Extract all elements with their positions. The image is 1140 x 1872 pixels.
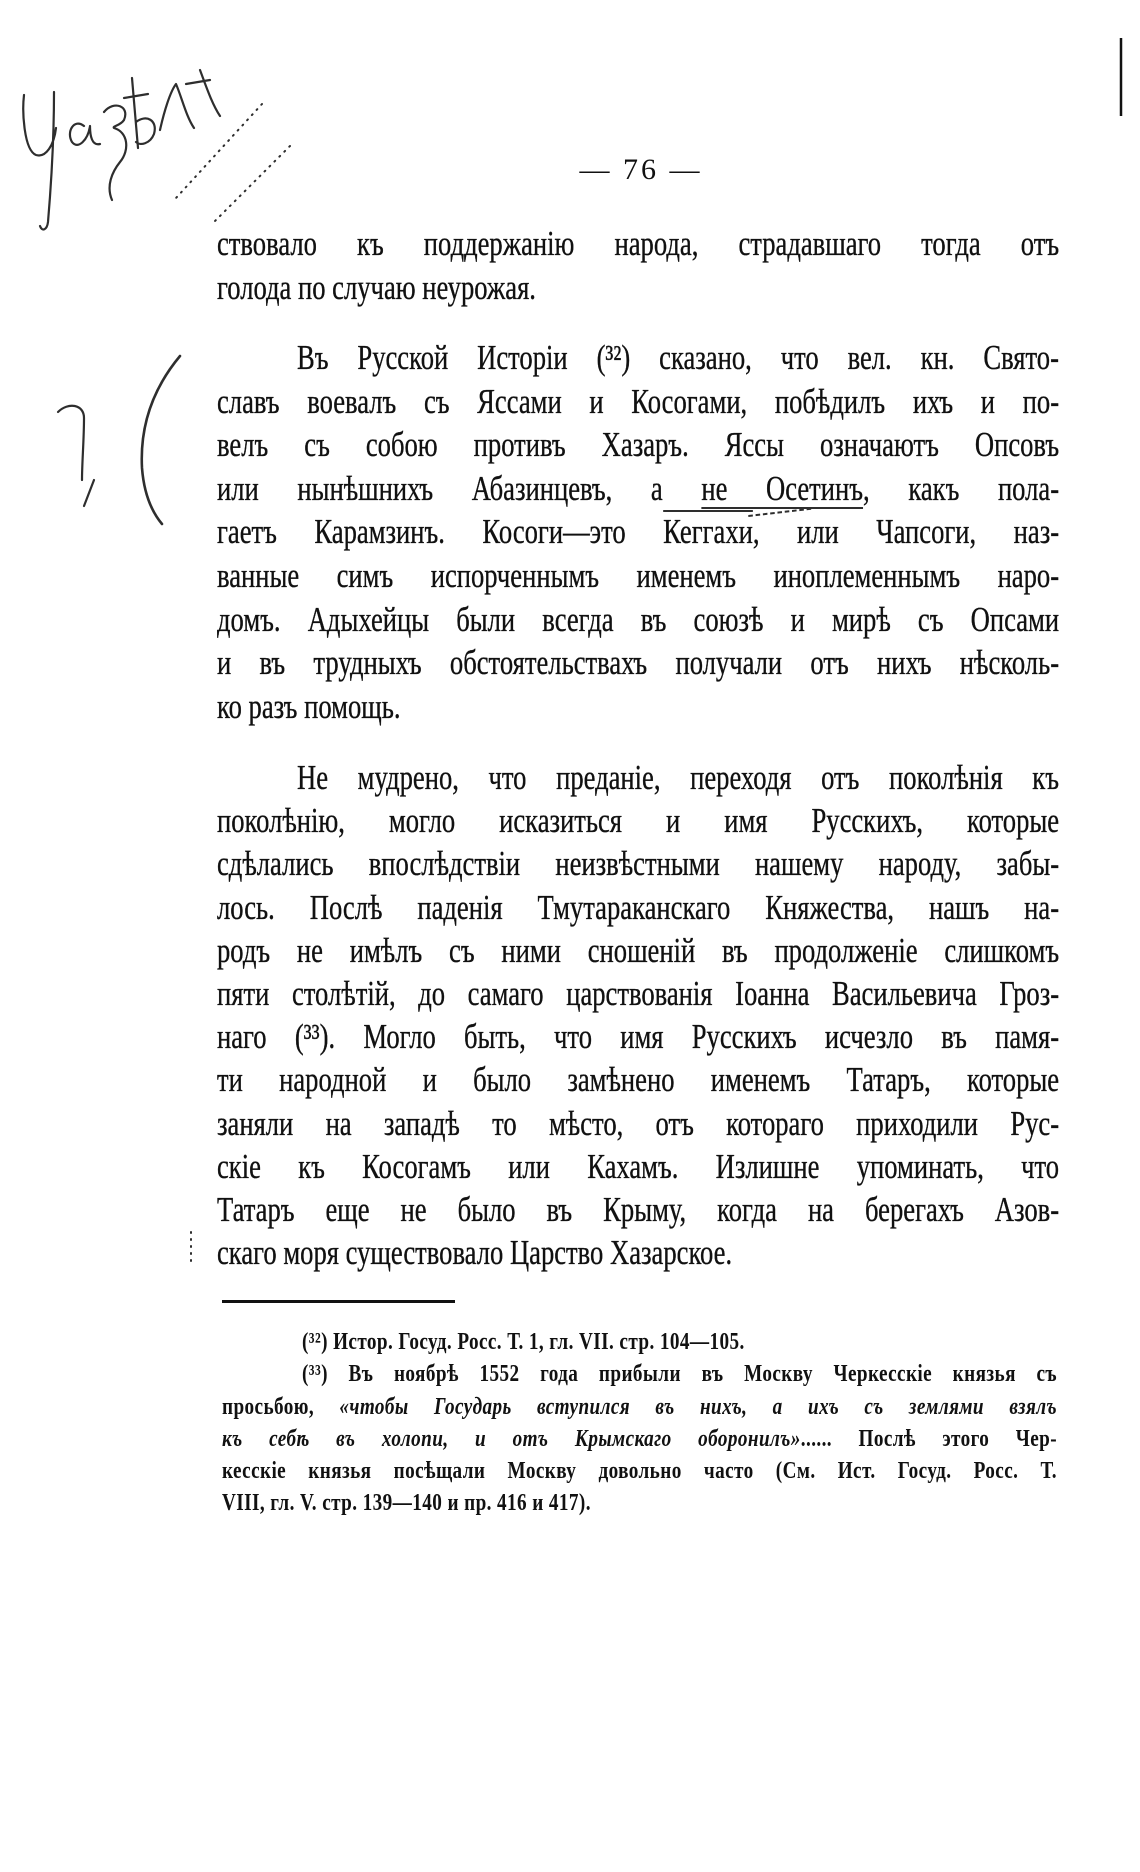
text-line: домъ. Адыхейцы были всегда въ союзѣ и мирѣ съ Опсами [217,599,1059,639]
text-line: ванные симъ испорченнымъ именемъ иноплеменнымъ наро- [217,555,1059,595]
footnotes [222,1326,1057,1520]
text-line: ствовало къ поддержанію народа, страдавшаго тогда отъ [217,224,1059,263]
footnote-quote-italic: къ себѣ въ холопи, и отъ Крымскаго оборонилъ» [222,1425,801,1452]
pencil-underlined-phrase: не Осетинъ [701,468,864,508]
paragraph [217,222,1059,309]
text-line: скіе къ Косогамъ или Кахамъ. Излишне упоминать, что [217,1146,1059,1186]
text-line: заняли на западѣ то мѣсто, отъ котораго приходили Рус- [217,1103,1059,1143]
text-line: славъ воевалъ съ Яссами и Косогами, побѣдилъ ихъ и по- [217,381,1059,421]
text-line: голода по случаю неурожая. [217,267,536,307]
paragraph [217,336,1059,728]
text-line [217,467,1059,511]
text-line: наго (³³). Могло быть, что имя Русскихъ исчезло въ памя- [217,1017,1059,1057]
text-segment: , или Чапсоги, наз- [752,512,1059,552]
footnote-quote-italic: «чтобы Государь вступился въ нихъ, а ихъ съ землями взялъ [339,1393,1057,1420]
text-line: Въ Русской Исторіи (³²) сказано, что вел. кн. Свято- [297,338,1059,377]
text-segment: , какъ пола- [863,468,1059,508]
text-line [217,510,1059,554]
text-line: пяти столѣтій, до самаго царствованія Іоанна Васильевича Гроз- [217,973,1059,1013]
handwritten-marginal-note [23,70,290,229]
text-line: поколѣнію, могло исказиться и имя Русскихъ, которые [217,801,1059,841]
footnote-line: (³²) Истор. Госуд. Росс. Т. 1, гл. VII. стр. 104—105. [302,1329,745,1355]
margin-seven-mark [58,406,84,480]
text-line: сдѣлались впослѣдствіи неизвѣстными нашему народу, забы- [217,844,1059,884]
margin-bracket-mark [142,356,180,524]
text-line: Татаръ еще не было въ Крыму, когда на берегахъ Азов- [217,1189,1059,1229]
text-line: ти народной и было замѣнено именемъ Татаръ, которые [217,1060,1059,1100]
footnote-segment: просьбою, [222,1393,340,1420]
text-line: ко разъ помощь. [217,686,401,726]
footnote-segment: ...... Послѣ этого Чер- [800,1425,1057,1452]
text-segment: или нынѣшнихъ Абазинцевъ, а [217,468,702,508]
text-line: Не мудрено, что преданіе, переходя отъ поколѣнія къ [297,758,1059,797]
footnote-line [222,1391,1057,1423]
footnote-line: (³³) Въ ноябрѣ 1552 года прибыли въ Москву Черкесскіе князья съ [302,1361,1057,1388]
footnote-line: кесскіе князья посѣщали Москву довольно часто (См. Ист. Госуд. Росс. Т. [222,1458,1057,1485]
text-line: родъ не имѣлъ съ ними сношеній въ продолженіе слишкомъ [217,930,1059,970]
footnote-line: VIII, гл. V. стр. 139—140 и пр. 416 и 417). [222,1490,591,1517]
pencil-marked-word: Кеггахи [663,512,753,552]
text-line: и въ трудныхъ обстоятельствахъ получали отъ нихъ нѣсколь- [217,643,1059,683]
text-line: велъ съ собою противъ Хазаръ. Яссы означаютъ Опсовъ [217,425,1059,465]
text-line: скаго моря существовало Царство Хазарское. [217,1233,733,1273]
footnote-line [222,1423,1057,1455]
page-number: — 76 — [579,153,703,186]
text-line: лось. Послѣ паденія Тмутараканскаго Княжества, нашъ на- [217,887,1059,927]
footnote-separator [222,1300,455,1303]
margin-slash-mark [84,480,94,506]
text-segment: гаетъ Карамзинъ. Косоги—это [217,512,664,552]
paragraph [217,756,1059,1274]
